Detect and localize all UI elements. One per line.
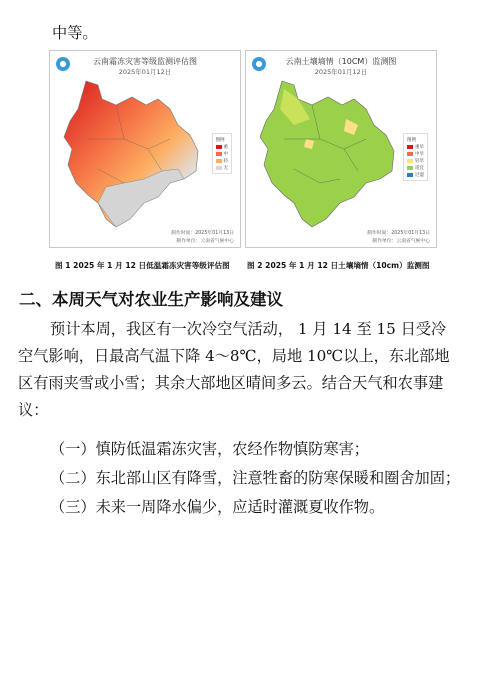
made-time: 制作时间：2025年01月13日 [171,231,234,236]
section-heading: 二、本周天气对农业生产影响及建议 [19,290,283,309]
legend-swatch [407,166,413,170]
legend-label: 无 [223,165,228,171]
legend-swatch [407,152,413,156]
top-line: 中等。 [52,24,98,42]
map-legend [403,133,428,181]
frost-map-figure [49,50,241,248]
legend-swatch [216,152,222,156]
frost-map-image [58,79,208,239]
legend-swatch [216,166,222,170]
paragraph-line: 议： [18,401,49,419]
made-unit: 制作单位：云南省气候中心 [372,239,430,244]
map-legend [212,133,233,174]
figure-title: 云南霜冻灾害等级监测评估图 [93,57,197,66]
made-unit: 制作单位：云南省气候中心 [176,239,234,244]
legend-label: 重 [223,144,228,150]
figure2-caption: 图 2 2025 年 1 月 12 日土壤墒情（10cm）监测图 [247,261,430,270]
legend-label: 过湿 [415,172,424,178]
legend-label: 重旱 [415,144,424,150]
legend-label: 轻 [223,158,228,164]
legend-label: 中旱 [415,151,424,157]
suggestion-item: （一）慎防低温霜冻灾害，农经作物慎防寒害； [50,440,369,458]
made-time: 制作时间：2025年01月13日 [367,231,430,236]
suggestion-item: （三）未来一周降水偏少，应适时灌溉夏收作物。 [50,498,385,516]
figure-date: 2025年01月12日 [314,68,368,76]
suggestion-item: （二）东北部山区有降雪，注意牲畜的防寒保暖和圈舍加固； [50,469,461,487]
legend-swatch [407,159,413,163]
legend-title: 图例 [215,137,225,143]
legend-label: 适宜 [415,165,424,171]
paragraph-line: 空气影响，日最高气温下降 4～8℃，局地 10℃以上，东北部地 [18,347,450,365]
soil-moisture-map-image [254,79,404,239]
soil-moisture-map-figure [245,50,437,248]
legend-swatch [216,159,222,163]
paragraph-line: 区有雨夹雪或小雪；其余大部地区晴间多云。结合天气和农事建 [18,374,444,392]
legend-label: 轻旱 [415,158,424,164]
figure1-caption: 图 1 2025 年 1 月 12 日低温霜冻灾害等级评估图 [55,261,230,270]
figure-title: 云南土壤墒情（10CM）监测图 [285,57,397,66]
legend-label: 中 [223,151,228,157]
legend-title: 图例 [407,137,416,143]
paragraph-line: 预计本周，我区有一次冷空气活动， 1 月 14 至 15 日受冷 [50,320,447,338]
legend-swatch [407,145,413,149]
legend-swatch [216,145,222,149]
legend-swatch [407,173,413,177]
figure-date: 2025年01月12日 [118,68,172,76]
